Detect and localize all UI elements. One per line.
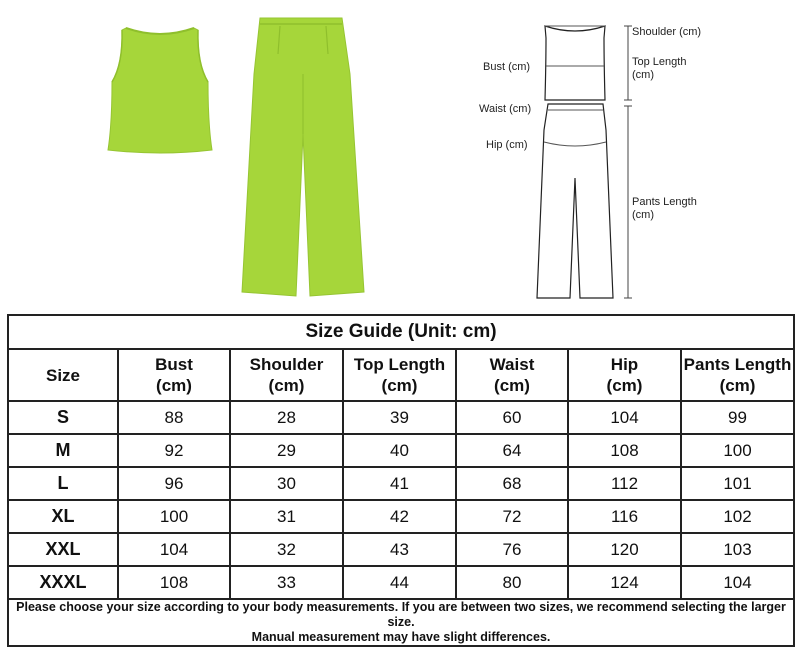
measurement-cell: 29 xyxy=(230,434,343,467)
measurement-cell: 92 xyxy=(118,434,230,467)
header-pants-length: Pants Length (cm) xyxy=(681,349,794,401)
shoulder-label: Shoulder (cm) xyxy=(632,26,702,38)
measurement-cell: 99 xyxy=(681,401,794,434)
measurement-cell: 76 xyxy=(456,533,568,566)
top-length-label-2: (cm) xyxy=(632,69,654,81)
header-row xyxy=(8,349,794,401)
measurement-cell: 31 xyxy=(230,500,343,533)
header-shoulder: Shoulder (cm) xyxy=(230,349,343,401)
measurement-cell: 104 xyxy=(568,401,681,434)
measurement-cell: 108 xyxy=(568,434,681,467)
measurement-cell: 72 xyxy=(456,500,568,533)
measurement-cell: 96 xyxy=(118,467,230,500)
hip-label: Hip (cm) xyxy=(486,139,528,151)
table-row xyxy=(8,566,794,599)
size-label-cell: S xyxy=(8,401,118,434)
size-label-cell: XXXL xyxy=(8,566,118,599)
measurement-cell: 39 xyxy=(343,401,456,434)
measurement-cell: 104 xyxy=(118,533,230,566)
header-top-length: Top Length (cm) xyxy=(343,349,456,401)
pants-image xyxy=(240,14,366,298)
table-title: Size Guide (Unit: cm) xyxy=(8,315,794,349)
measurement-cell: 100 xyxy=(118,500,230,533)
table-row xyxy=(8,467,794,500)
crop-top-image xyxy=(104,24,216,160)
measurement-cell: 30 xyxy=(230,467,343,500)
measurement-cell: 116 xyxy=(568,500,681,533)
table-row xyxy=(8,434,794,467)
pants-length-label-2: (cm) xyxy=(632,209,654,221)
header-waist: Waist (cm) xyxy=(456,349,568,401)
size-note: Please choose your size according to your body measurements. If you are between two sizes, we recommend selecting the larger size. Manual measurement may have slight differences. xyxy=(8,599,794,646)
measurement-cell: 68 xyxy=(456,467,568,500)
top-outline xyxy=(545,26,605,100)
measurement-cell: 120 xyxy=(568,533,681,566)
measurement-cell: 100 xyxy=(681,434,794,467)
measurement-cell: 112 xyxy=(568,467,681,500)
measurement-cell: 60 xyxy=(456,401,568,434)
measurement-cell: 43 xyxy=(343,533,456,566)
measurement-cell: 32 xyxy=(230,533,343,566)
pants-length-label-1: Pants Length xyxy=(632,196,697,208)
header-bust: Bust (cm) xyxy=(118,349,230,401)
measurement-cell: 124 xyxy=(568,566,681,599)
measurement-cell: 103 xyxy=(681,533,794,566)
measurement-cell: 40 xyxy=(343,434,456,467)
table-row xyxy=(8,533,794,566)
measurement-diagram xyxy=(470,18,800,308)
measurement-cell: 42 xyxy=(343,500,456,533)
bust-label: Bust (cm) xyxy=(483,61,531,73)
measurement-cell: 28 xyxy=(230,401,343,434)
header-hip: Hip (cm) xyxy=(568,349,681,401)
size-label-cell: XXL xyxy=(8,533,118,566)
measurement-cell: 108 xyxy=(118,566,230,599)
size-label-cell: XL xyxy=(8,500,118,533)
size-label-cell: L xyxy=(8,467,118,500)
table-row xyxy=(8,401,794,434)
crop-top-shape xyxy=(108,28,212,153)
waist-label: Waist (cm) xyxy=(479,103,532,115)
measurement-cell: 88 xyxy=(118,401,230,434)
measurement-cell: 41 xyxy=(343,467,456,500)
pants-shape xyxy=(242,18,364,296)
size-guide-table xyxy=(7,314,795,647)
measurement-cell: 102 xyxy=(681,500,794,533)
measurement-cell: 64 xyxy=(456,434,568,467)
measurement-cell: 44 xyxy=(343,566,456,599)
measurement-cell: 104 xyxy=(681,566,794,599)
measurement-cell: 80 xyxy=(456,566,568,599)
measurement-cell: 33 xyxy=(230,566,343,599)
size-label-cell: M xyxy=(8,434,118,467)
top-length-label-1: Top Length xyxy=(632,56,687,68)
pants-outline xyxy=(537,104,613,298)
measurement-cell: 101 xyxy=(681,467,794,500)
table-row xyxy=(8,500,794,533)
header-size: Size xyxy=(8,349,118,401)
